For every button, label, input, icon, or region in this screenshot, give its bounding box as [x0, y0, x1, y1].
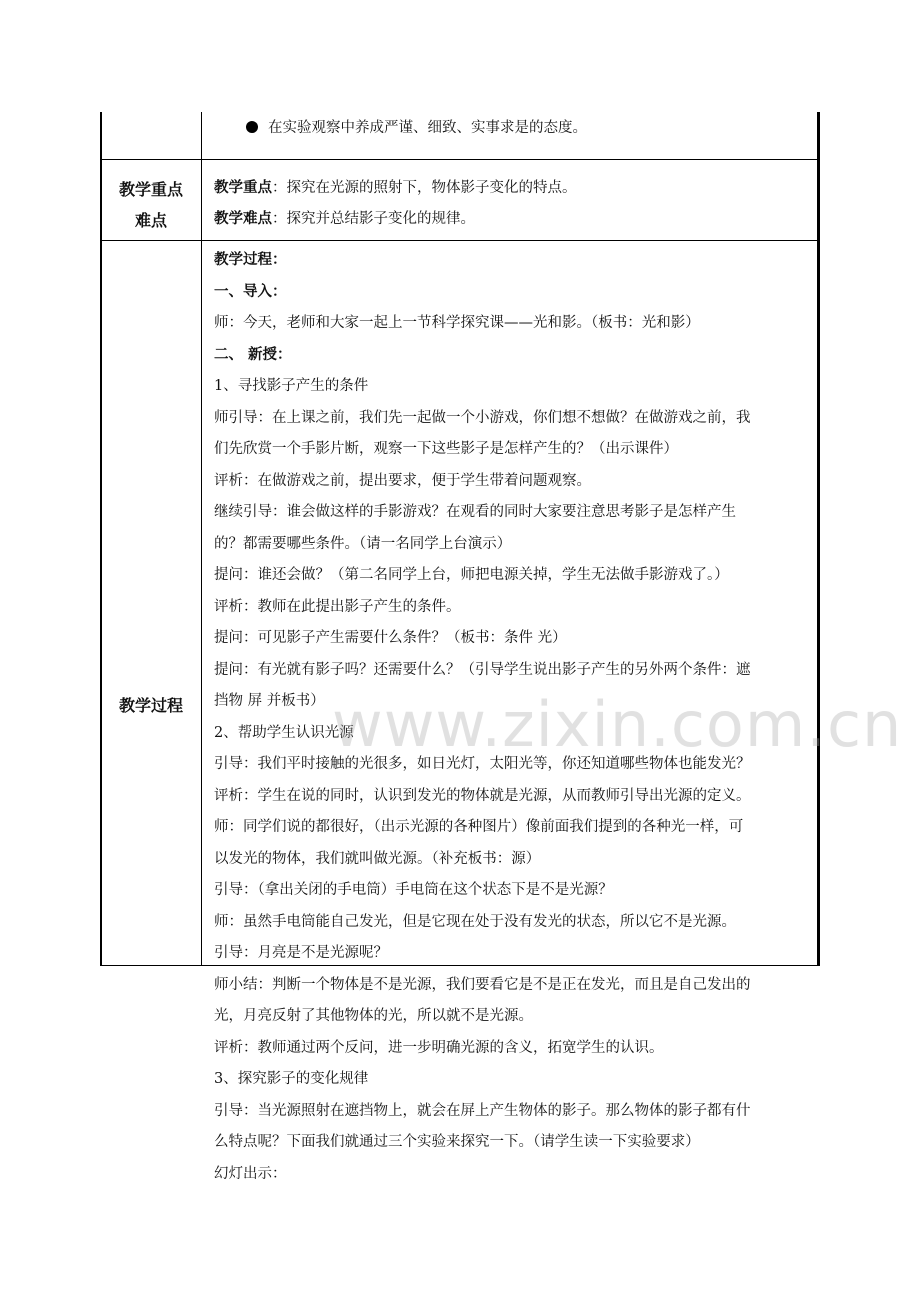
teaching-difficulty-text: ：探究并总结影子变化的规律。: [272, 211, 475, 227]
lesson-plan-table: [100, 112, 903, 1182]
process-line: 3、探究影子的变化规律: [214, 1071, 369, 1087]
row-divider: [100, 240, 820, 241]
teaching-focus-text: ：探究在光源的照射下，物体影子变化的特点。: [272, 180, 577, 196]
process-line: 以发光的物体，我们就叫做光源。（补充板书：源）: [214, 850, 541, 867]
process-line: 光，月亮反射了其他物体的光，所以就不是光源。: [214, 1008, 533, 1024]
process-line: 么特点呢？下面我们就通过三个实验来探究一下。（请学生读一下实验要求）: [214, 1134, 700, 1150]
process-line: 师引导：在上课之前，我们先一起做一个小游戏，你们想不想做？在做游戏之前，我: [214, 409, 751, 426]
process-line: 1、寻找影子产生的条件: [214, 378, 369, 394]
row-divider: [100, 159, 820, 160]
process-line: 2、帮助学生认识光源: [214, 724, 354, 741]
process-line: 提问：谁还会做？（第二名同学上台，师把电源关掉，学生无法做手影游戏了。）: [214, 567, 729, 583]
focus-label: [100, 174, 202, 236]
process-line: 师：虽然手电筒能自己发光，但是它现在处于没有发光的状态，所以它不是光源。: [214, 913, 736, 930]
focus-label-line2: 难点: [134, 211, 167, 230]
process-line: 二、 新授：: [214, 346, 292, 363]
process-line: 引导：我们平时接触的光很多，如日光灯，太阳光等，你还知道哪些物体也能发光？: [214, 756, 751, 772]
bullet-icon: [246, 121, 258, 133]
teaching-difficulty-label: 教学难点: [214, 211, 272, 227]
process-label: 教学过程: [118, 696, 183, 715]
process-line: 一、导入：: [214, 283, 287, 300]
process-line: 挡物 屏 并板书）: [214, 693, 325, 709]
process-line: 师小结：判断一个物体是不是光源，我们要看它是不是正在发光，而且是自己发出的: [214, 976, 751, 993]
process-line: 引导：（拿出关闭的手电筒）手电筒在这个状态下是不是光源？: [214, 882, 613, 898]
process-line: 幻灯出示：: [214, 1165, 287, 1182]
process-line: 引导：月亮是不是光源呢？: [214, 945, 388, 961]
process-line: 评析：教师在此提出影子产生的条件。: [214, 598, 461, 615]
process-line: 的？都需要哪些条件。（请一名同学上台演示）: [214, 535, 512, 552]
process-line: 提问：可见影子产生需要什么条件？（板书：条件 光）: [214, 630, 567, 646]
watermark: www.zixin.com.cn: [332, 688, 903, 761]
table-bottom-border: [100, 965, 820, 966]
process-line: 评析：在做游戏之前，提出要求，便于学生带着问题观察。: [214, 472, 591, 489]
focus-label-line1: 教学重点: [118, 180, 183, 199]
process-line: 教学过程：: [214, 252, 287, 268]
process-line: 评析：学生在说的同时，认识到发光的物体就是光源，从而教师引导出光源的定义。: [214, 787, 751, 804]
process-line: 们先欣赏一个手影片断，观察一下这些影子是怎样产生的？（出示课件）: [214, 441, 678, 457]
process-line: 提问：有光就有影子吗？还需要什么？（引导学生说出影子产生的另外两个条件：遮: [214, 661, 751, 678]
objective-item: [246, 116, 587, 137]
objective-text: 在实验观察中养成严谨、细致、实事求是的态度。: [268, 120, 587, 136]
process-line: 继续引导：谁会做这样的手影游戏？在观看的同时大家要注意思考影子是怎样产生: [214, 504, 736, 520]
process-line: 师：今天，老师和大家一起上一节科学探究课——光和影。（板书：光和影）: [214, 315, 700, 331]
process-line: 师：同学们说的都很好，（出示光源的各种图片）像前面我们提到的各种光一样，可: [214, 819, 744, 835]
process-line: 引导：当光源照射在遮挡物上，就会在屏上产生物体的影子。那么物体的影子都有什: [214, 1102, 751, 1119]
teaching-difficulty: [214, 209, 475, 229]
teaching-focus: [214, 178, 577, 198]
teaching-focus-label: 教学重点: [214, 180, 272, 196]
process-line: 评析：教师通过两个反问，进一步明确光源的含义，拓宽学生的认识。: [214, 1039, 664, 1056]
